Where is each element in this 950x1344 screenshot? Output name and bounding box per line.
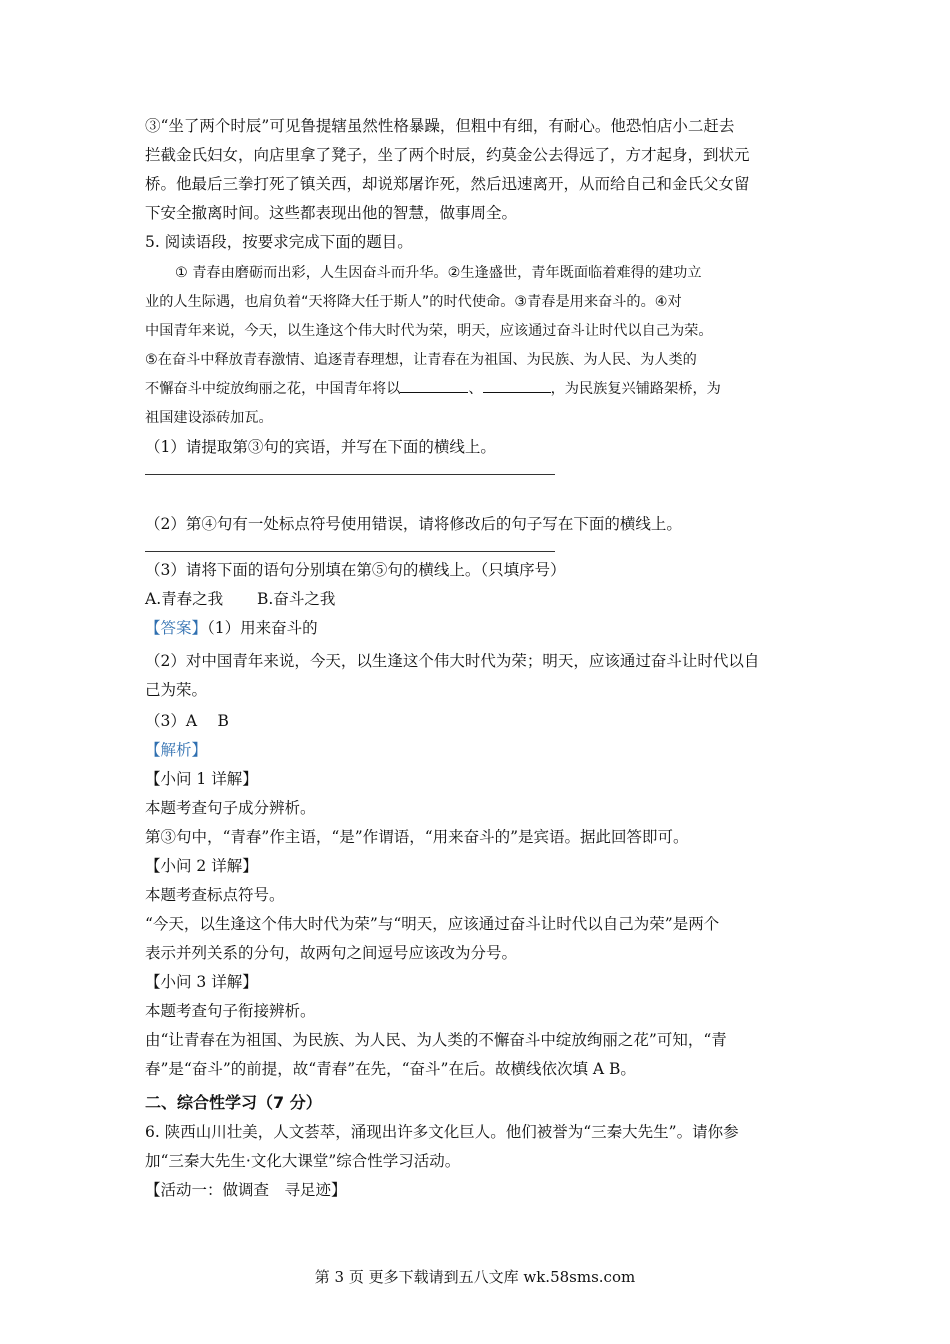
detail-3-line: 由“让青春在为祖国、为民族、为人民、为人类的不懈奋斗中绽放绚丽之花”可知，“青 [145, 1031, 727, 1049]
option-b: B.奋斗之我 [257, 590, 336, 608]
sub-question-2: （2）第④句有一处标点符号使用错误，请将修改后的句子写在下面的横线上。 [145, 515, 682, 533]
passage-line: ① 青春由磨砺而出彩，人生因奋斗而升华。②生逢盛世，青年既面临着难得的建功立 [175, 265, 702, 281]
item3-line: 下安全撤离时间。这些都表现出他的智慧，做事周全。 [145, 204, 518, 222]
passage-line: ⑤在奋斗中释放青春激情、追逐青春理想，让青春在为祖国、为民族、为人民、为人类的 [145, 352, 697, 368]
question-6-line: 6. 陕西山川壮美，人文荟萃，涌现出许多文化巨人。他们被誉为“三秦大先生”。请你参 [145, 1123, 739, 1141]
answer-tag: 【答案】 [145, 619, 208, 637]
detail-1-title: 【小问 1 详解】 [145, 770, 258, 788]
item3-line: 拦截金氏妇女，向店里拿了凳子，坐了两个时辰，约莫金公去得远了，方才起身，到状元 [145, 146, 750, 164]
detail-2-title: 【小问 2 详解】 [145, 857, 258, 875]
detail-3-line: 本题考查句子衔接辨析。 [145, 1002, 316, 1020]
answer-line-2 [145, 551, 555, 552]
detail-2-line: 表示并列关系的分句，故两句之间逗号应该改为分号。 [145, 944, 518, 962]
fill-blank-1 [400, 378, 468, 393]
document-page [145, 112, 813, 1205]
sub-question-1: （1）请提取第③句的宾语，并写在下面的横线上。 [145, 438, 496, 456]
page-footer: 第 3 页 更多下载请到五八文库 wk.58sms.com [314, 1268, 636, 1286]
passage-line: 祖国建设添砖加瓦。 [145, 410, 273, 426]
answer-1: （1）用来奋斗的 [207, 619, 318, 637]
question-5-stem: 5. 阅读语段，按要求完成下面的题目。 [145, 233, 413, 251]
detail-2-line: “今天，以生逢这个伟大时代为荣”与“明天，应该通过奋斗让时代以自己为荣”是两个 [145, 915, 720, 933]
option-a: A.青春之我 [145, 590, 224, 608]
detail-3-title: 【小问 3 详解】 [145, 973, 258, 991]
activity-1-title: 【活动一：做调查 寻足迹】 [145, 1181, 347, 1199]
item3-line: 桥。他最后三拳打死了镇关西，却说郑屠诈死，然后迅速离开，从而给自己和金氏父女留 [145, 175, 750, 193]
detail-1-line: 本题考查句子成分辨析。 [145, 799, 316, 817]
answer-2-line: （2）对中国青年来说，今天，以生逢这个伟大时代为荣；明天，应该通过奋斗让时代以自 [145, 652, 760, 670]
detail-3-line: 春”是“奋斗”的前提，故“青春”在先，“奋斗”在后。故横线依次填 A B。 [145, 1060, 636, 1078]
detail-2-line: 本题考查标点符号。 [145, 886, 285, 904]
answer-3: （3）A B [145, 712, 229, 730]
passage-line: 业的人生际遇，也肩负着“天将降大任于斯人”的时代使命。③青春是用来奋斗的。④对 [145, 294, 682, 310]
analysis-tag: 【解析】 [145, 741, 208, 759]
sub-question-3: （3）请将下面的语句分别填在第⑤句的横线上。（只填序号） [145, 561, 566, 579]
section-2-title: 二、综合性学习（7 分） [145, 1093, 322, 1112]
passage-line: 中国青年来说，今天，以生逢这个伟大时代为荣，明天，应该通过奋斗让时代以自己为荣。 [145, 323, 713, 339]
passage-line-with-blanks: 不懈奋斗中绽放绚丽之花，中国青年将以 、 ，为民族复兴铺路架桥，为 [145, 375, 813, 404]
answer-block [145, 614, 813, 643]
item3-line: ③“坐了两个时辰”可见鲁提辖虽然性格暴躁，但粗中有细，有耐心。他恐怕店小二赶去 [145, 117, 735, 135]
detail-1-line: 第③句中，“青春”作主语，“是”作谓语，“用来奋斗的”是宾语。据此回答即可。 [145, 828, 689, 846]
fill-blank-2 [483, 378, 551, 393]
reading-passage [145, 259, 813, 433]
answer-2-line: 己为荣。 [145, 681, 208, 699]
options-row [145, 585, 813, 614]
question-6-line: 加“三秦大先生·文化大课堂”综合性学习活动。 [145, 1152, 461, 1170]
